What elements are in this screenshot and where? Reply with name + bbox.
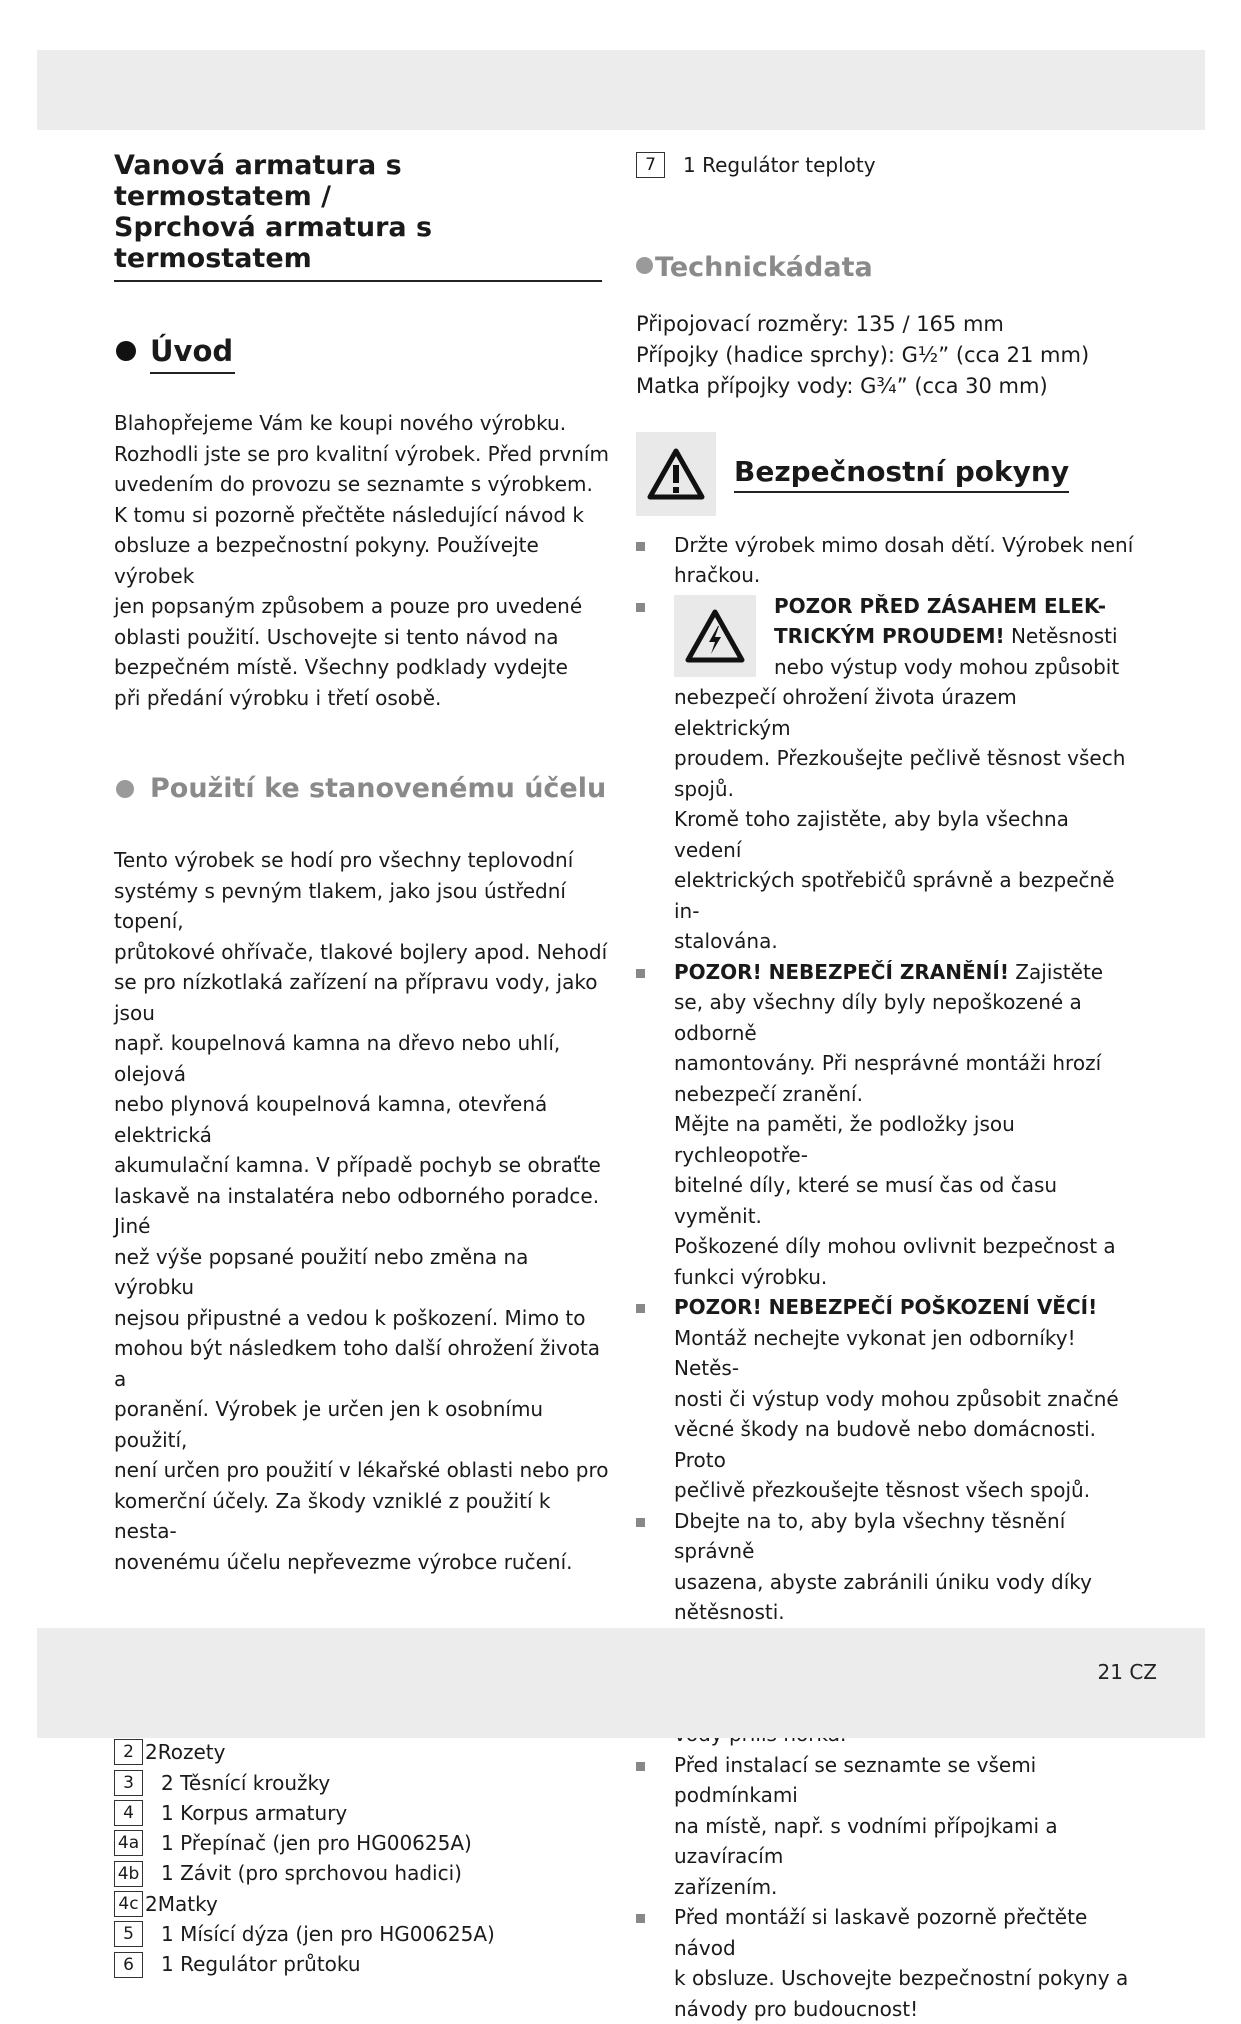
bullet-strong: TRICKÝM PROUDEM! [774,624,1005,649]
safety-bullet [636,1292,1136,1506]
title-line-1: Vanová armatura s termostatem / [114,150,402,212]
bullet-dot-icon [116,780,134,798]
part-number: 7 [636,152,665,178]
intended-use-paragraph [114,845,610,1577]
safety-bullet [636,957,1136,1293]
text-line: nebo plynová koupelnová kamna, otevřená elektrická [114,1092,548,1147]
part-number: 4b [114,1861,143,1887]
part-item-7 [636,150,1136,180]
text-line: k obsluze. Uschovejte bezpečnostní pokyny a [674,1966,1129,1991]
document-title [114,150,602,282]
tech-row: Matka přípojky vody: G¾” (cca 30 mm) [636,373,1048,398]
square-bullet-icon [636,603,645,612]
part-number: 4c [114,1891,143,1917]
part-label: 2Rozety [145,1740,226,1765]
text-line: např. koupelnová kamna na dřevo nebo uhlí, olejová [114,1031,561,1086]
square-bullet-icon [636,1914,645,1923]
intro-heading-label: Úvod [150,332,235,374]
text-line: bezpečném místě. Všechny podklady vydejte [114,655,568,679]
text-line: průtokové ohřívače, tlakové bojlery apod. Nehodí [114,939,608,964]
part-label: 1 Regulátor průtoku [161,1952,361,1977]
bullet-line: Netěsnosti [1004,624,1118,649]
parts-list [114,1707,610,1980]
square-bullet-icon [636,1304,645,1313]
square-bullet-icon [636,1762,645,1771]
bullet-line: proudem. Přezkoušejte pečlivě těsnost všech spojů. [674,746,1126,801]
text-line: obsluze a bezpečnostní pokyny. Používejte výrobek [114,533,539,588]
part-number: 4a [114,1830,143,1856]
part-item [114,1949,610,1979]
square-bullet-icon [636,969,645,978]
safety-bullet [636,530,1136,591]
text-line: Poškozené díly mohou ovlivnit bezpečnost a [674,1234,1116,1259]
header-band [37,50,1205,130]
part-number: 5 [114,1921,143,1947]
bullet-line: Držte výrobek mimo dosah dětí. Výrobek není [674,532,1134,557]
text-line: se pro nízkotlaká zařízení na přípravu vody, jako jsou [114,970,598,1025]
bullet-strong: POZOR! NEBEZPEČÍ POŠKOZENÍ VĚCÍ! [674,1295,1098,1320]
text-line: komerční účely. Za škody vzniklé z použití k nesta- [114,1488,551,1543]
text-line: usazena, abyste zabránili úniku vody díky [674,1569,1092,1594]
part-number: 6 [114,1952,143,1978]
part-item [114,1768,610,1798]
text-line: návody pro budoucnost! [674,1996,919,2021]
text-line: zařízením. [674,1874,778,1899]
part-label: 2Matky [145,1891,218,1916]
bullet-line: elektrických spotřebičů správně a bezpečně in- [674,868,1115,923]
part-label: 1 Závit (pro sprchovou hadici) [161,1861,462,1886]
text-line: nosti či výstup vody mohou způsobit značné [674,1386,1119,1411]
part-item [114,1737,610,1767]
safety-bullet [636,1750,1136,1903]
text-line: Před montáží si laskavě pozorně přečtěte návod [674,1905,1088,1960]
text-line: Dbejte na to, aby byla všechny těsnění správně [674,1508,1066,1564]
part-label: 2 Těsnící kroužky [161,1770,331,1795]
text-line: Před instalací se seznamte se všemi podmínkami [674,1752,1037,1808]
text-line: namontovány. Při nesprávné montáži hrozí [674,1051,1102,1076]
part-item [114,1798,610,1828]
text-line: laskavě na instalatéra nebo odborného poradce. Jiné [114,1183,600,1238]
text-line: Tento výrobek se hodí pro všechny teplovodní [114,848,574,872]
warning-triangle-icon [636,432,716,516]
safety-heading: Bezpečnostní pokyny [734,455,1069,493]
bullet-strong: POZOR! NEBEZPEČÍ ZRANĚNÍ! [674,959,1009,984]
square-bullet-icon [636,542,645,551]
text-line: při předání výrobku i třetí osobě. [114,685,442,710]
electric-hazard-icon [674,595,756,677]
intended-use-heading-label: Použití ke stanovenému účelu [150,773,607,804]
text-line: nejsou připustné a vedou k poškození. Mimo to [114,1305,586,1330]
text-line: Montáž nechejte vykonat jen odborníky! Netěs- [674,1325,1076,1381]
text-line: akumulační kamna. V případě pochyb se obraťte [114,1153,601,1177]
safety-bullets [636,530,1136,2024]
text-line: funkci výrobku. [674,1264,828,1289]
technical-data-heading [636,250,1136,286]
part-label: 1 Mísící dýza (jen pro HG00625A) [161,1922,495,1947]
text-line: jen popsaným způsobem a pouze pro uvedené [114,594,583,618]
tech-row: Připojovací rozměry: 135 / 165 mm [636,311,1004,336]
text-line: novenému účelu nepřevezme výrobce ručení. [114,1549,573,1574]
bullet-strong: POZOR PŘED ZÁSAHEM ELEK- [774,593,1107,618]
text-line: pečlivě přezkoušejte těsnost všech spojů. [674,1478,1091,1503]
intro-paragraph [114,408,610,713]
bullet-line: stalována. [674,929,778,954]
bullet-dot-icon [116,341,136,361]
safety-heading-row [636,432,1136,516]
text-line: není určen pro použití v lékařské oblasti nebo pro [114,1458,609,1482]
text-line: mohou být následkem toho další ohrožení života a [114,1336,601,1391]
bullet-dot-icon [636,257,653,274]
text-line: K tomu si pozorně přečtěte následující návod k [114,502,584,527]
part-label: 1 Regulátor teploty [683,153,876,178]
technical-data-heading-label: Technickádata [655,252,873,284]
intro-heading [114,332,610,374]
part-number: 2 [114,1739,143,1765]
text-line: oblasti použití. Uschovejte si tento návod na [114,624,559,649]
text-line: bitelné díly, které se musí čas od času vyměnit. [674,1173,1058,1228]
technical-data-list [636,309,1136,402]
text-line: uvedením do provozu se seznamte s výrobkem. [114,472,593,496]
tech-row: Přípojky (hadice sprchy): G½” (cca 21 mm) [636,342,1090,367]
part-item [114,1919,610,1949]
safety-bullet-electric [636,591,1136,957]
bullet-line: nebezpečí ohrožení života úrazem elektrickým [674,685,1017,740]
text-line: na místě, např. s vodními přípojkami a uzavíracím [674,1813,1058,1869]
bullet-line: nebo výstup vody mohou způsobit [774,654,1120,679]
square-bullet-icon [636,1518,645,1527]
page-number: 21 CZ [1097,1660,1157,1684]
title-line-2: Sprchová armatura s termostatem [114,212,433,274]
text-line: Blahopřejeme Vám ke koupi nového výrobku. [114,411,567,435]
part-number: 4 [114,1800,143,1826]
footer-band [37,1628,1205,1738]
right-column [636,150,1136,2024]
intended-use-heading [114,771,610,807]
part-label: 1 Korpus armatury [161,1800,348,1825]
text-line: věcné škody na budově nebo domácnosti. Proto [674,1417,1097,1472]
part-number: 3 [114,1770,143,1796]
part-item [114,1889,610,1919]
part-label: 1 Přepínač (jen pro HG00625A) [161,1831,472,1856]
text-line: nebezpečí zranění. [674,1081,863,1106]
text-line: nětěsnosti. [674,1600,785,1625]
safety-bullet [636,1506,1136,1628]
bullet-line: Kromě toho zajistěte, aby byla všechna vedení [674,807,1069,862]
bullet-line: Zajistěte [1008,959,1104,984]
text-line: poranění. Výrobek je určen jen k osobnímu použití, [114,1397,544,1452]
safety-bullet [636,1902,1136,2024]
text-line: systémy s pevným tlakem, jako jsou ústřední topení, [114,878,566,933]
bullet-line: hračkou. [674,563,761,588]
part-item [114,1858,610,1888]
text-line: Mějte na paměti, že podložky jsou rychleopotře- [674,1112,1015,1167]
text-line: než výše popsané použití nebo změna na výrobku [114,1244,529,1299]
text-line: Rozhodli jste se pro kvalitní výrobek. Před prvním [114,441,609,466]
part-item [114,1828,610,1858]
text-line: se, aby všechny díly byly nepoškozené a odborně [674,990,1082,1045]
